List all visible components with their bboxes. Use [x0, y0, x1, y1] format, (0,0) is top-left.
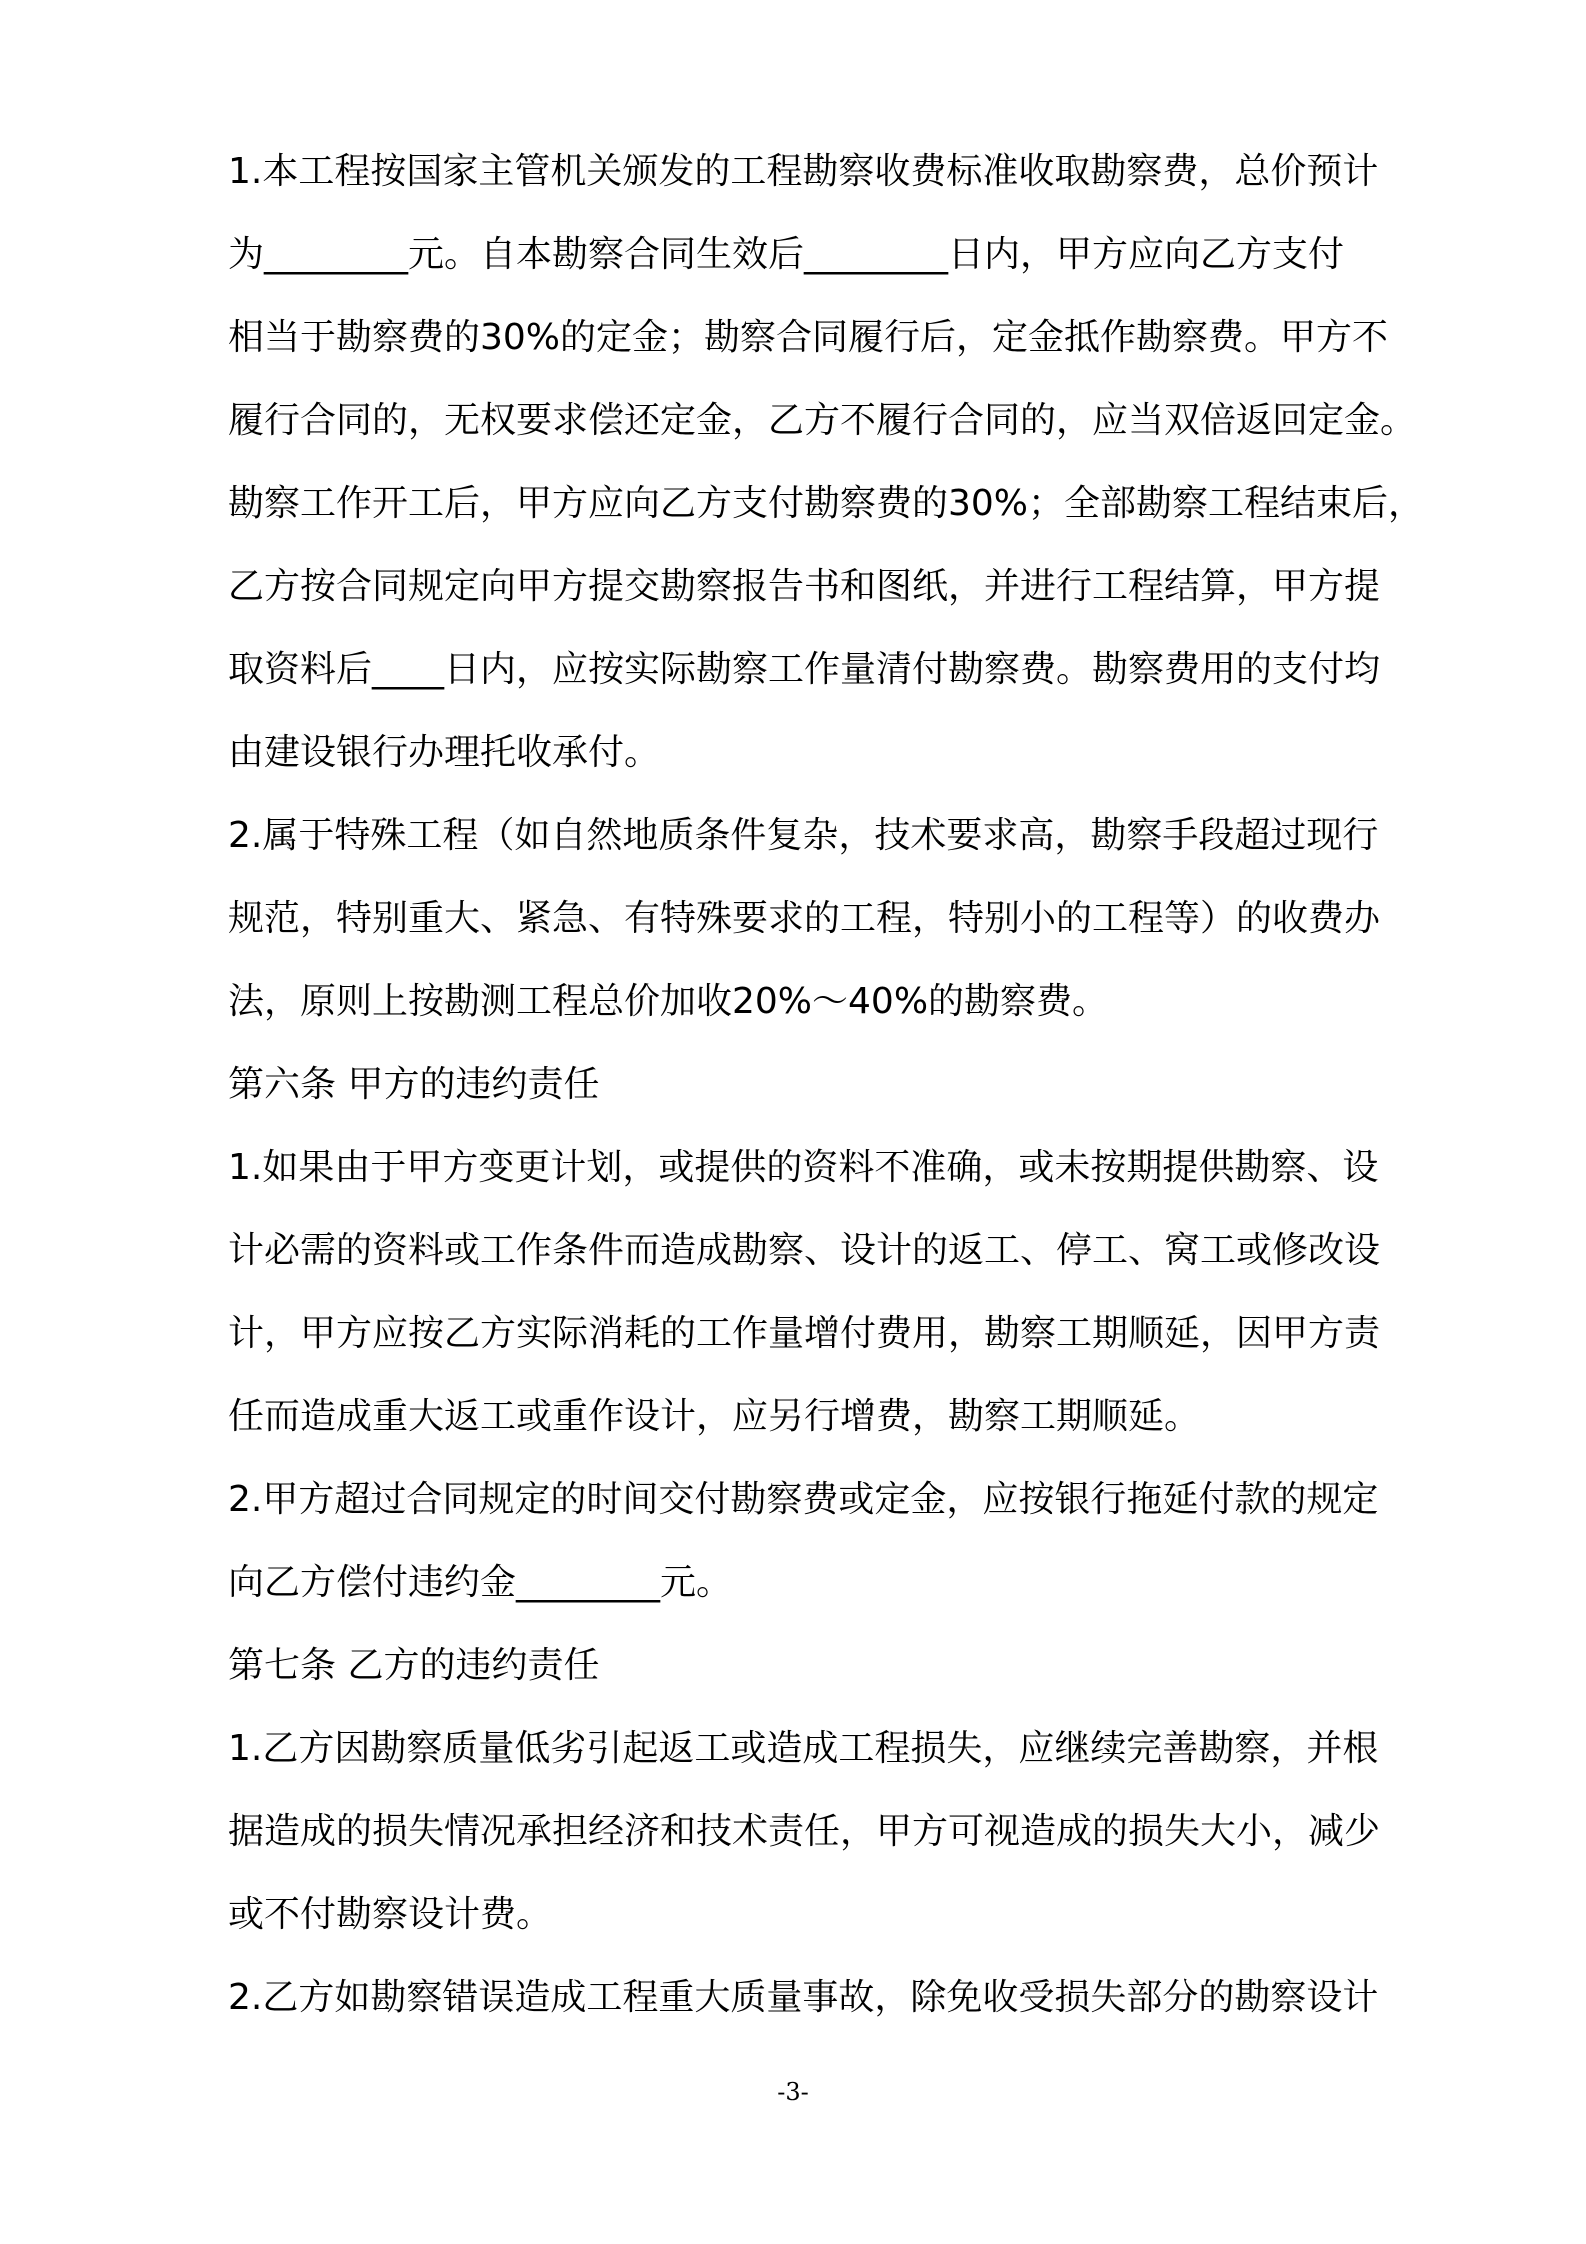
text-line: 2.乙方如勘察错误造成工程重大质量事故，除免收受损失部分的勘察设计 [228, 1977, 1379, 2018]
text-line: 2.属于特殊工程（如自然地质条件复杂，技术要求高，勘察手段超过现行 [228, 815, 1379, 856]
text-line: 1.乙方因勘察质量低劣引起返工或造成工程损失，应继续完善勘察，并根 [228, 1728, 1379, 1769]
text-line: 1.本工程按国家主管机关颁发的工程勘察收费标准收取勘察费，总价预计 [228, 151, 1379, 192]
text-line: 勘察工作开工后，甲方应向乙方支付勘察费的30%；全部勘察工程结束后， [228, 483, 1425, 524]
text-line: 规范，特别重大、紧急、有特殊要求的工程，特别小的工程等）的收费办 [228, 898, 1381, 939]
text-line: 乙方按合同规定向甲方提交勘察报告书和图纸，并进行工程结算，甲方提 [228, 566, 1381, 607]
text-line: 相当于勘察费的30%的定金；勘察合同履行后，定金抵作勘察费。甲方不 [228, 317, 1389, 358]
text-line: 据造成的损失情况承担经济和技术责任，甲方可视造成的损失大小，减少 [228, 1811, 1381, 1852]
section-heading: 第七条 乙方的违约责任 [228, 1645, 600, 1686]
text-line: 计必需的资料或工作条件而造成勘察、设计的返工、停工、窝工或修改设 [228, 1230, 1381, 1271]
text-line: 计，甲方应按乙方实际消耗的工作量增付费用，勘察工期顺延，因甲方责 [228, 1313, 1381, 1354]
text-line: 取资料后____日内，应按实际勘察工作量清付勘察费。勘察费用的支付均 [228, 649, 1381, 690]
section-heading: 第六条 甲方的违约责任 [228, 1064, 600, 1105]
text-line: 或不付勘察设计费。 [228, 1894, 553, 1935]
text-line: 向乙方偿付违约金________元。 [228, 1562, 733, 1603]
text-line: 任而造成重大返工或重作设计，应另行增费，勘察工期顺延。 [228, 1396, 1201, 1437]
text-line: 1.如果由于甲方变更计划，或提供的资料不准确，或未按期提供勘察、设 [228, 1147, 1379, 1188]
text-line: 履行合同的，无权要求偿还定金，乙方不履行合同的，应当双倍返回定金。 [228, 400, 1417, 441]
text-line: 为________元。自本勘察合同生效后________日内，甲方应向乙方支付 [228, 234, 1345, 275]
page-number: -3- [777, 2078, 809, 2106]
text-line: 法，原则上按勘测工程总价加收20%～40%的勘察费。 [228, 981, 1109, 1022]
text-line: 由建设银行办理托收承付。 [228, 732, 661, 773]
text-line: 2.甲方超过合同规定的时间交付勘察费或定金，应按银行拖延付款的规定 [228, 1479, 1379, 1520]
